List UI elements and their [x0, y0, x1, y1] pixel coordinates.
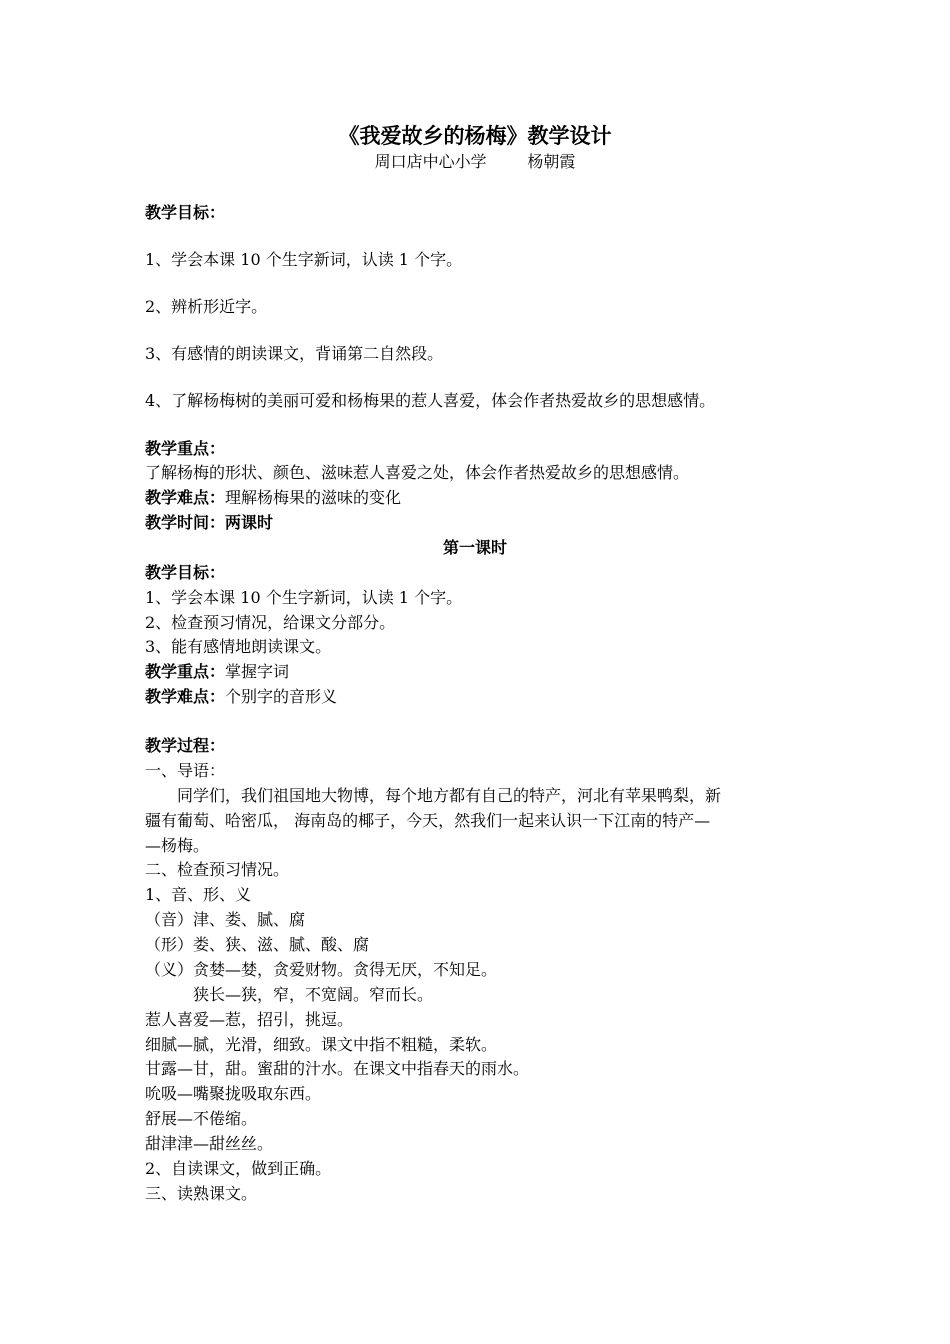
process-line: 疆有葡萄、哈密瓜， 海南岛的椰子，今天，然我们一起来认识一下江南的特产—	[145, 811, 711, 830]
process-line: 1、音、形、义	[145, 885, 252, 904]
difficulty-text: 理解杨梅果的滋味的变化	[225, 488, 402, 507]
process-line: （形）娄、狭、滋、腻、酸、腐	[145, 935, 370, 954]
lesson1-goal-item: 1、学会本课 10 个生字新词，认读 1 个字。	[145, 588, 463, 607]
process-line: 同学们，我们祖国地大物博，每个地方都有自己的特产，河北有苹果鸭梨，新	[145, 786, 722, 805]
lesson1-difficulty-text: 个别字的音形义	[225, 687, 338, 706]
process-line: 狭长—狭，窄，不宽阔。窄而长。	[145, 985, 434, 1004]
process-line: 一、导语：	[145, 761, 226, 780]
process-line: （音）津、娄、腻、腐	[145, 910, 306, 929]
goals-heading: 教学目标：	[145, 203, 226, 222]
lesson1-focus-line	[145, 661, 815, 683]
process-line: 甜津津—甜丝丝。	[145, 1134, 274, 1153]
lesson1-heading: 第一课时	[442, 538, 507, 557]
process-line: 细腻—腻，光滑，细致。课文中指不粗糙，柔软。	[145, 1035, 498, 1054]
goal-item: 2、辨析形近字。	[145, 297, 268, 316]
difficulty-label: 教学难点：	[145, 488, 226, 507]
lesson1-difficulty-label: 教学难点：	[145, 687, 226, 706]
process-heading: 教学过程：	[145, 736, 226, 755]
process-line: 惹人喜爱—惹，招引，挑逗。	[145, 1010, 354, 1029]
focus-heading: 教学重点：	[145, 439, 226, 458]
lesson1-goal-item: 3、能有感情地朗读课文。	[145, 637, 332, 656]
document-subtitle: 周口店中心小学 杨朝霞	[374, 152, 576, 171]
process-line: 吮吸—嘴聚拢吸取东西。	[145, 1084, 322, 1103]
process-line: 甘露—甘，甜。蜜甜的汁水。在课文中指春天的雨水。	[145, 1059, 530, 1078]
difficulty-line	[145, 487, 815, 509]
lesson1-focus-text: 掌握字词	[225, 662, 290, 681]
process-line: （义）贪婪—婪，贪爱财物。贪得无厌，不知足。	[145, 960, 498, 979]
process-line: —杨梅。	[145, 836, 210, 855]
focus-text: 了解杨梅的形状、颜色、滋味惹人喜爱之处，体会作者热爱故乡的思想感情。	[145, 463, 690, 482]
goal-item: 3、有感情的朗读课文，背诵第二自然段。	[145, 344, 444, 363]
lesson1-difficulty-line	[145, 686, 815, 708]
process-line: 三、读熟课文。	[145, 1184, 258, 1203]
document-title: 《我爱故乡的杨梅》教学设计	[338, 123, 612, 148]
process-line: 2、自读课文，做到正确。	[145, 1159, 332, 1178]
goal-item: 1、学会本课 10 个生字新词，认读 1 个字。	[145, 250, 463, 269]
time-label: 教学时间：两课时	[145, 513, 274, 532]
goal-item: 4、了解杨梅树的美丽可爱和杨梅果的惹人喜爱，体会作者热爱故乡的思想感情。	[145, 391, 716, 410]
lesson1-focus-label: 教学重点：	[145, 662, 226, 681]
process-line: 舒展—不倦缩。	[145, 1109, 258, 1128]
process-line: 二、检查预习情况。	[145, 860, 290, 879]
lesson1-goal-item: 2、检查预习情况，给课文分部分。	[145, 613, 396, 632]
lesson1-goals-heading: 教学目标：	[145, 563, 226, 582]
